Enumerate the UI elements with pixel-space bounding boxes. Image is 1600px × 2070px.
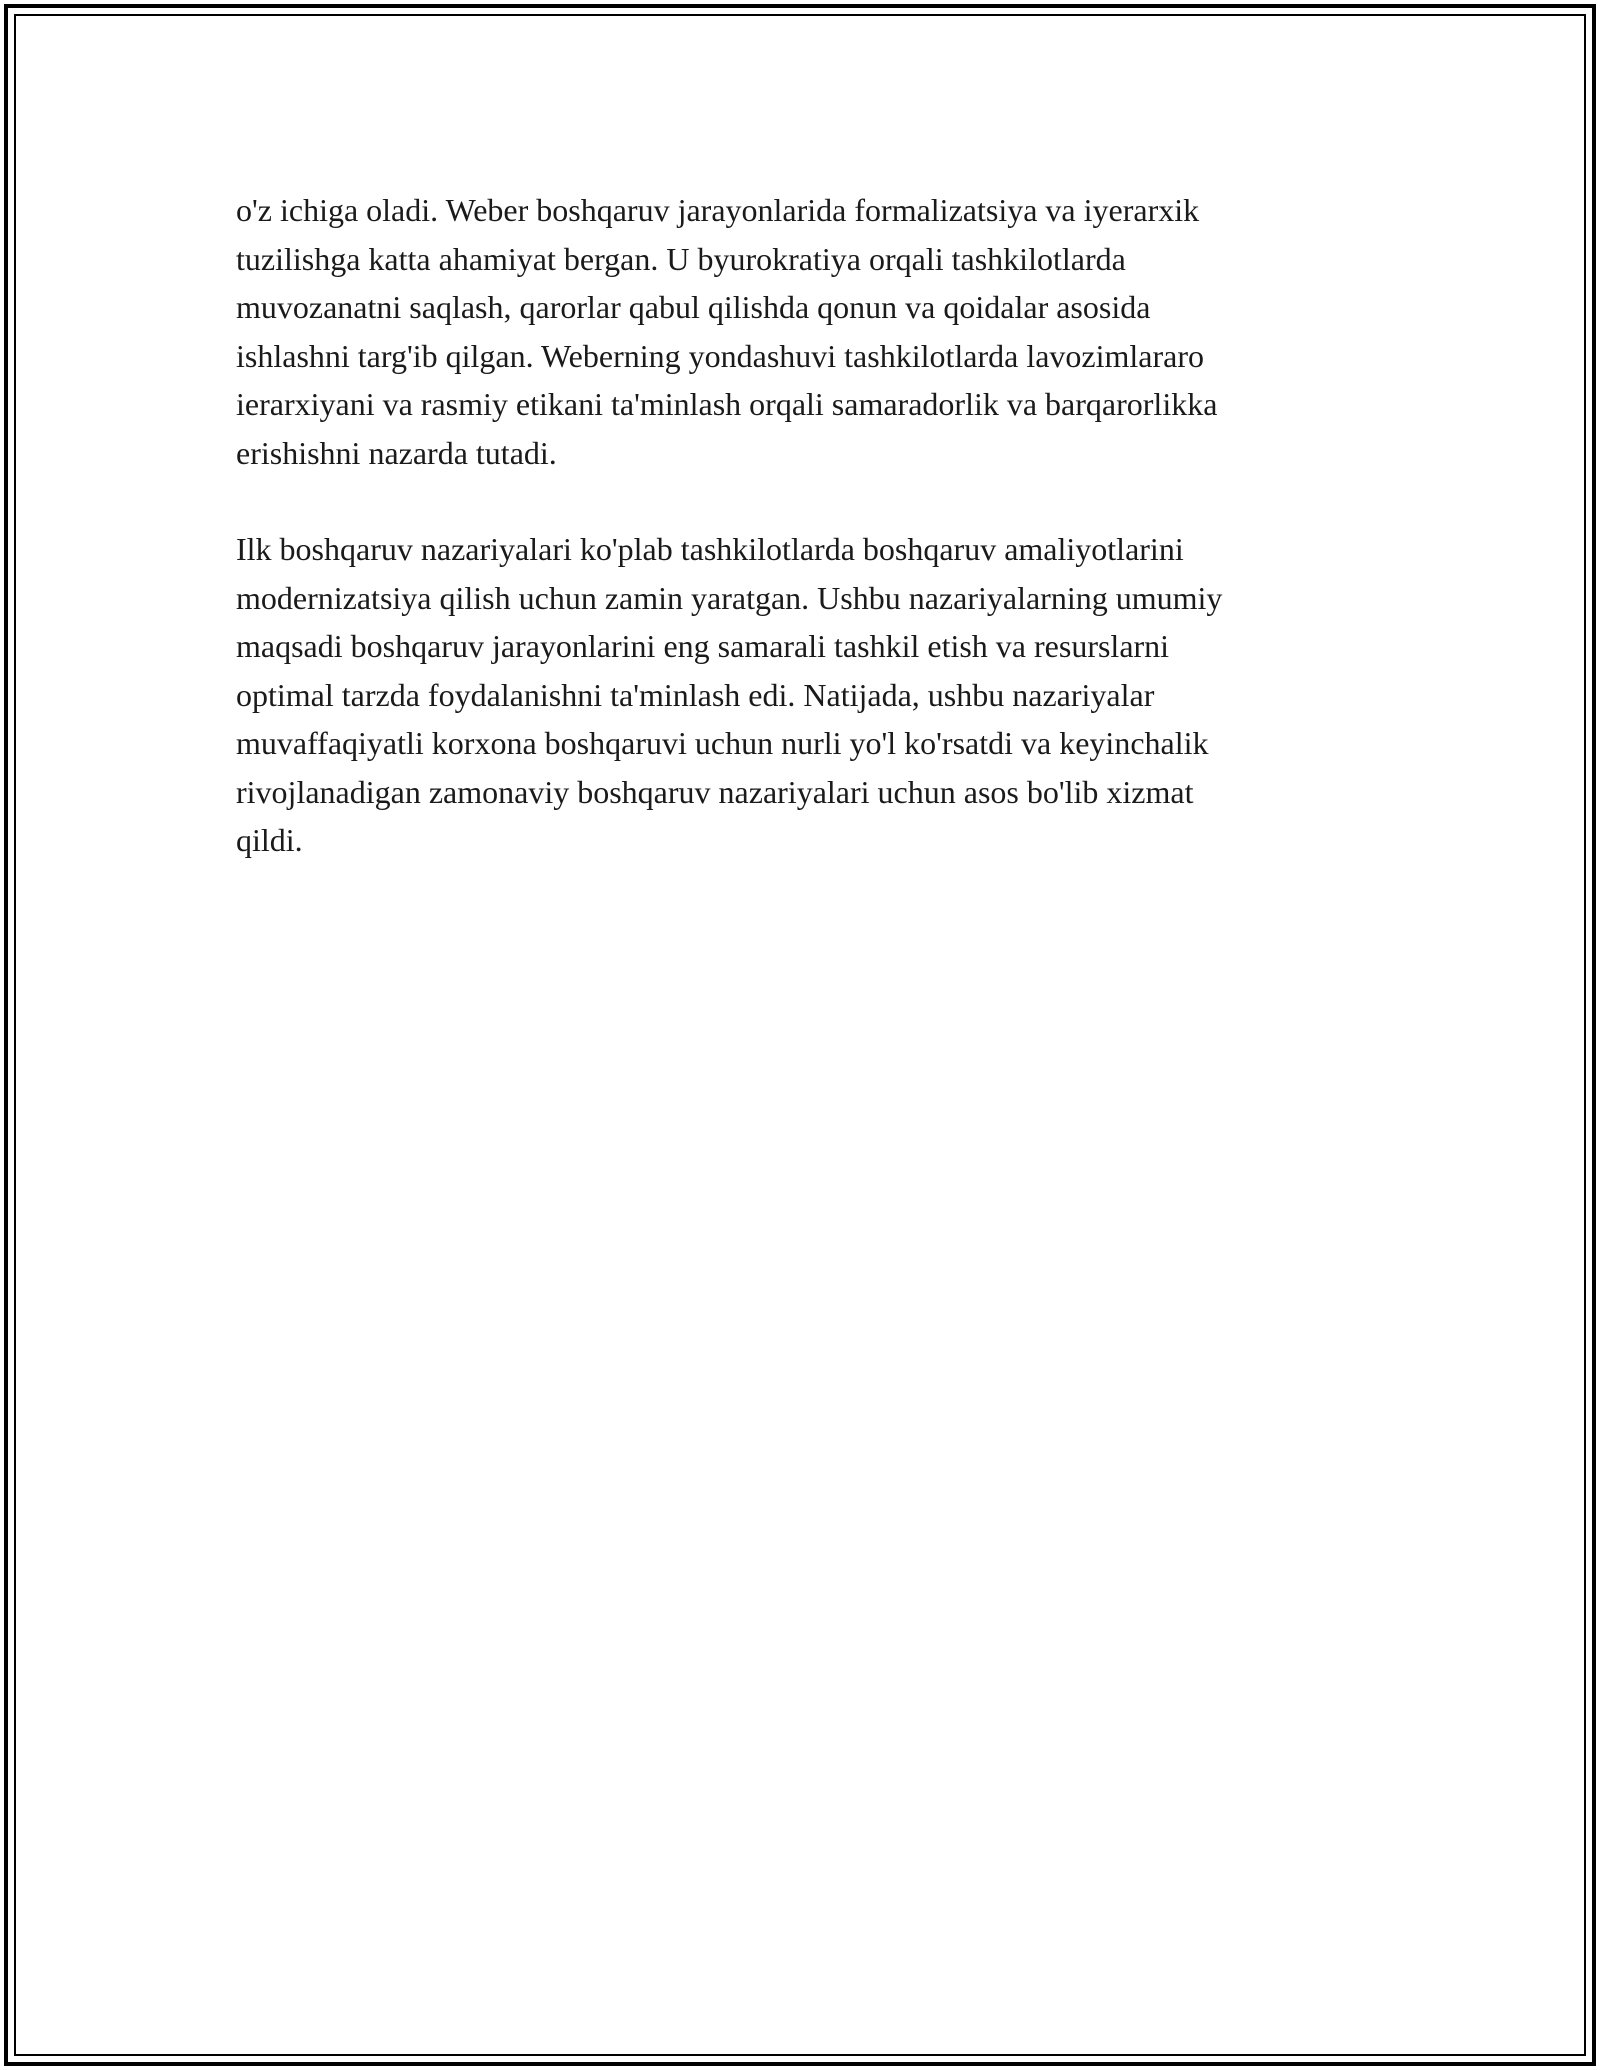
paragraph-1: o'z ichiga oladi. Weber boshqaruv jarayonlarida formalizatsiya va iyerarxik tuzilishga katta ahamiyat bergan. U byurokratiya orqali tashkilotlarda muvozanatni saqlash, qarorlar qabul qilishda qonun va qoidalar asosida ishlashni targ'ib qilgan. Weberning yondashuvi tashkilotlarda lavozimlararo ierarxiyani va rasmiy etikani ta'minlash orqali samaradorlik va barqarorlikka erishishni nazarda tutadi. (236, 192, 1218, 471)
document-body (236, 186, 1376, 865)
paragraph-2: Ilk boshqaruv nazariyalari ko'plab tashkilotlarda boshqaruv amaliyotlarini modernizatsiya qilish uchun zamin yaratgan. Ushbu nazariyalarning umumiy maqsadi boshqaruv jarayonlarini eng samarali tashkil etish va resurslarni optimal tarzda foydalanishni ta'minlash edi. Natijada, ushbu nazariyalar muvaffaqiyatli korxona boshqaruvi uchun nurli yo'l ko'rsatdi va keyinchalik rivojlanadigan zamonaviy boshqaruv nazariyalari uchun asos bo'lib xizmat qildi. (236, 531, 1223, 858)
